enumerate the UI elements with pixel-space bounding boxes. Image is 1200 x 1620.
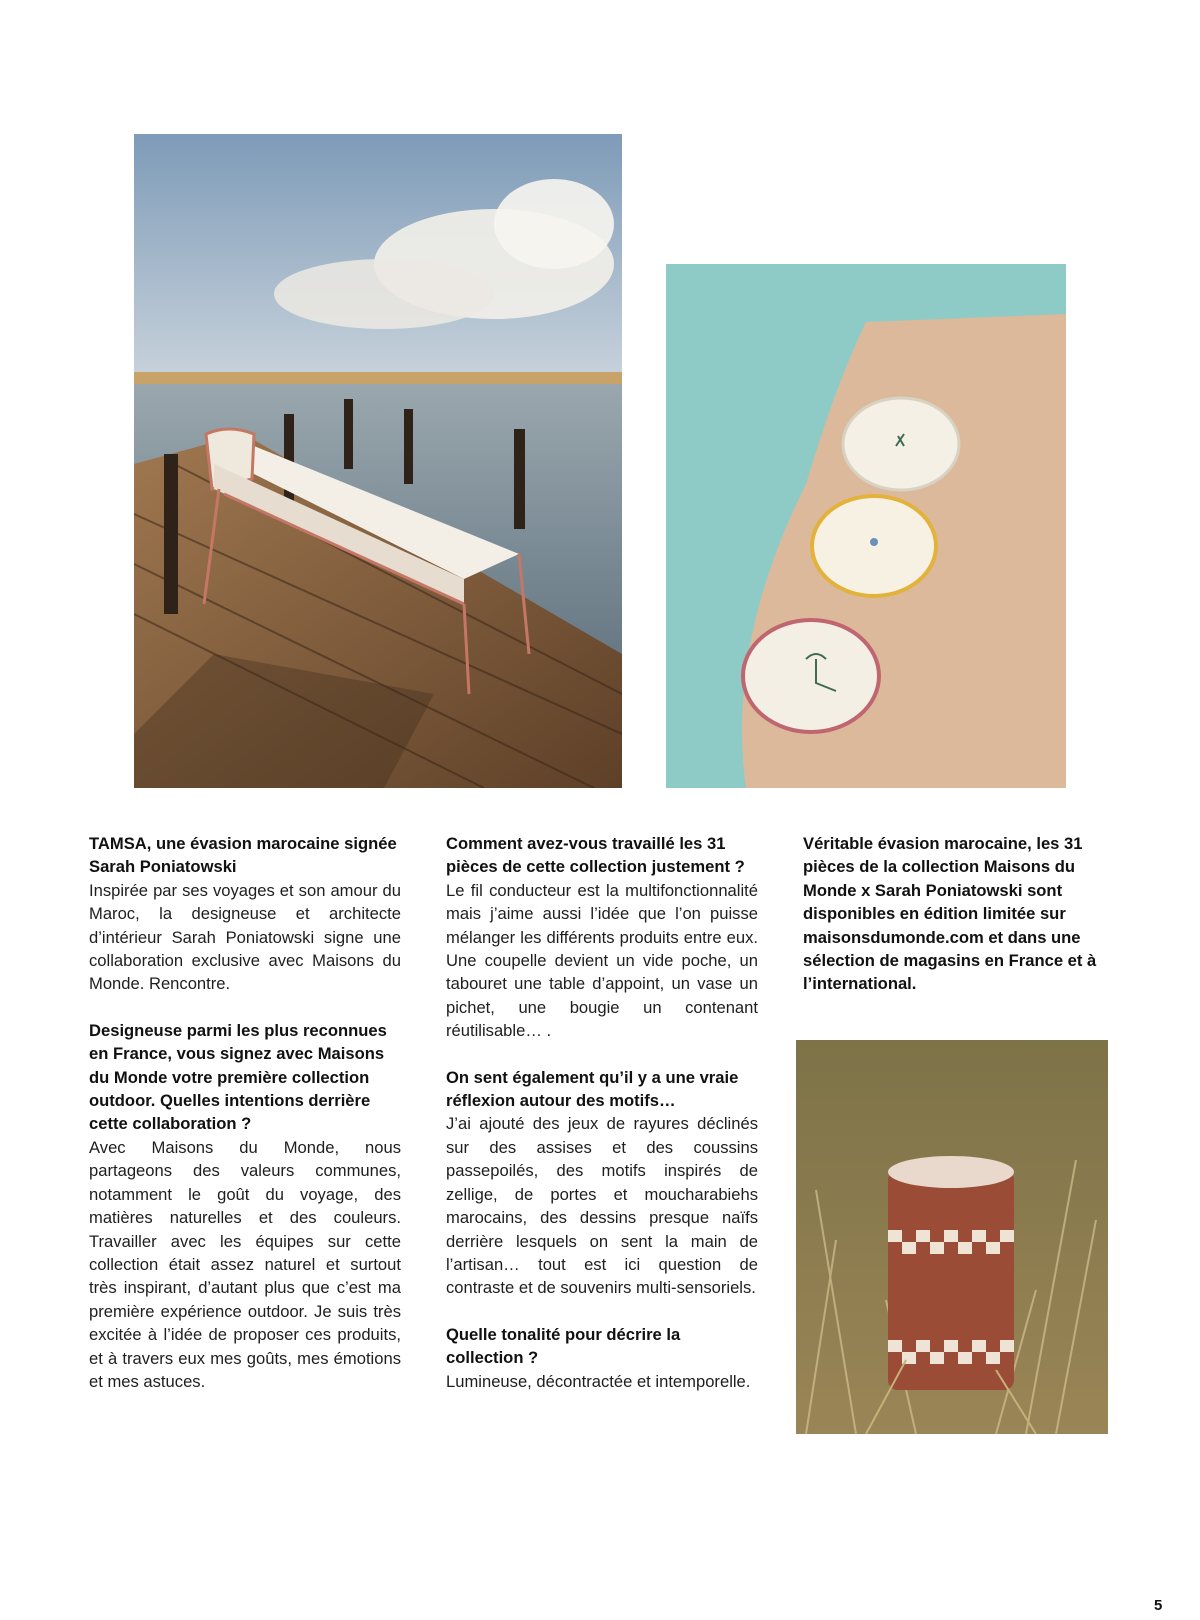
interview-question-4: Quelle tonalité pour décrire la collection ? — [446, 1324, 681, 1368]
article-column-2 — [446, 832, 758, 1393]
interview-answer-1: Avec Maisons du Monde, nous partageons des valeurs communes, notamment le goût du voyage, des matières naturelles et des couleurs. Travailler avec les équipes sur cette collection était assez naturel et surtout très inspirant, d’autant plus que c’est ma première expérience outdoor. Je suis très excitée à l’idée de proposer ces produits, et à travers eux mes goûts, mes émotions et mes astuces. — [89, 1137, 401, 1391]
page-number: 5 — [1154, 1597, 1163, 1614]
interview-question-2: Comment avez-vous travaillé les 31 pièces de cette collection justement ? — [446, 834, 745, 877]
interview-question-1: Designeuse parmi les plus reconnues en France, vous signez avec Maisons du Monde votre première collection outdoor. Quelles intentions derrière cette collaboration ? — [89, 1020, 387, 1134]
closing-statement: Véritable évasion marocaine, les 31 pièces de la collection Maisons du Monde x Sarah Poniatowski sont disponibles en édition limitée sur maisonsdumonde.com et dans une sélection de magasins en France et à l’international. — [803, 834, 1097, 994]
article-column-1 — [89, 832, 401, 1393]
interview-answer-2: Le fil conducteur est la multifonctionnalité mais j’aime aussi l’idée que l’on puisse mélanger les différents produits entre eux. Une coupelle devient un vide poche, un tabouret une table d’appoint, un vase un pichet, une bougie un contenant réutilisable… . — [446, 880, 758, 1041]
article-heading: TAMSA, une évasion marocaine signée Sarah Poniatowski — [89, 834, 397, 877]
interview-answer-4: Lumineuse, décontractée et intemporelle. — [446, 1371, 751, 1391]
photo-chaise-longue-pier — [134, 134, 622, 788]
interview-answer-3: J’ai ajouté des jeux de rayures déclinés sur des assises et des coussins passepoilés, des motifs inspirés de zellige, de portes et moucharabiehs marocains, des dessins presque naïfs derrière lesquels on sent la main de l’artisan… tout est ici question de contraste et de souvenirs multi-sensoriels. — [446, 1114, 758, 1298]
photo-stool-grass — [796, 1040, 1108, 1434]
article-column-3 — [803, 832, 1115, 996]
photo-plates-pool — [666, 264, 1066, 788]
article-intro: Inspirée par ses voyages et son amour du Maroc, la designeuse et architecte d’intérieur Sarah Poniatowski signe une collaboration exclusive avec Maisons du Monde. Rencontre. — [89, 880, 401, 994]
interview-question-3: On sent également qu’il y a une vraie réflexion autour des motifs… — [446, 1067, 739, 1111]
